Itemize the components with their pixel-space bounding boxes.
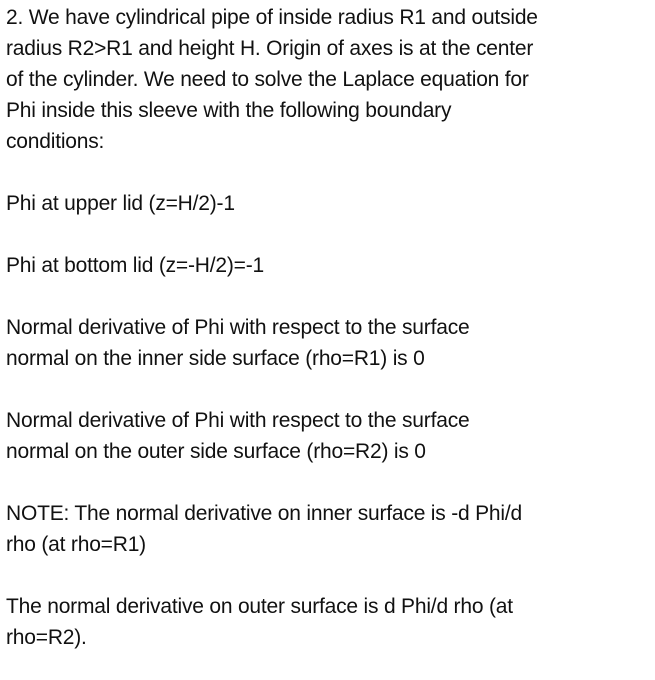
text-line: rho=R2). bbox=[6, 626, 87, 649]
text-line: NOTE: The normal derivative on inner surface is -d Phi/d bbox=[6, 502, 522, 525]
paragraph-gap bbox=[6, 219, 649, 250]
inner-surface-condition bbox=[6, 312, 649, 374]
text-line: normal on the outer side surface (rho=R2) is 0 bbox=[6, 440, 426, 463]
text-line: Phi at upper lid (z=H/2)-1 bbox=[6, 192, 235, 215]
text-line: Normal derivative of Phi with respect to the surface bbox=[6, 316, 470, 339]
text-line: Phi at bottom lid (z=-H/2)=-1 bbox=[6, 254, 264, 277]
text-line: 2. We have cylindrical pipe of inside radius R1 and outside bbox=[6, 6, 538, 29]
paragraph-gap bbox=[6, 467, 649, 498]
text-line: conditions: bbox=[6, 130, 105, 153]
paragraph-gap bbox=[6, 374, 649, 405]
text-line: rho (at rho=R1) bbox=[6, 533, 146, 556]
text-line: Normal derivative of Phi with respect to the surface bbox=[6, 409, 470, 432]
outer-derivative-note bbox=[6, 591, 649, 653]
text-line: The normal derivative on outer surface is d Phi/d rho (at bbox=[6, 595, 513, 618]
upper-lid-condition bbox=[6, 188, 649, 219]
bottom-lid-condition bbox=[6, 250, 649, 281]
text-line: of the cylinder. We need to solve the Laplace equation for bbox=[6, 68, 529, 91]
inner-derivative-note bbox=[6, 498, 649, 560]
text-line: normal on the inner side surface (rho=R1) is 0 bbox=[6, 347, 425, 370]
text-line: Phi inside this sleeve with the following boundary bbox=[6, 99, 452, 122]
paragraph-gap bbox=[6, 281, 649, 312]
intro-paragraph bbox=[6, 2, 649, 157]
outer-surface-condition bbox=[6, 405, 649, 467]
paragraph-gap bbox=[6, 157, 649, 188]
paragraph-gap bbox=[6, 560, 649, 591]
text-line: radius R2>R1 and height H. Origin of axes is at the center bbox=[6, 37, 534, 60]
